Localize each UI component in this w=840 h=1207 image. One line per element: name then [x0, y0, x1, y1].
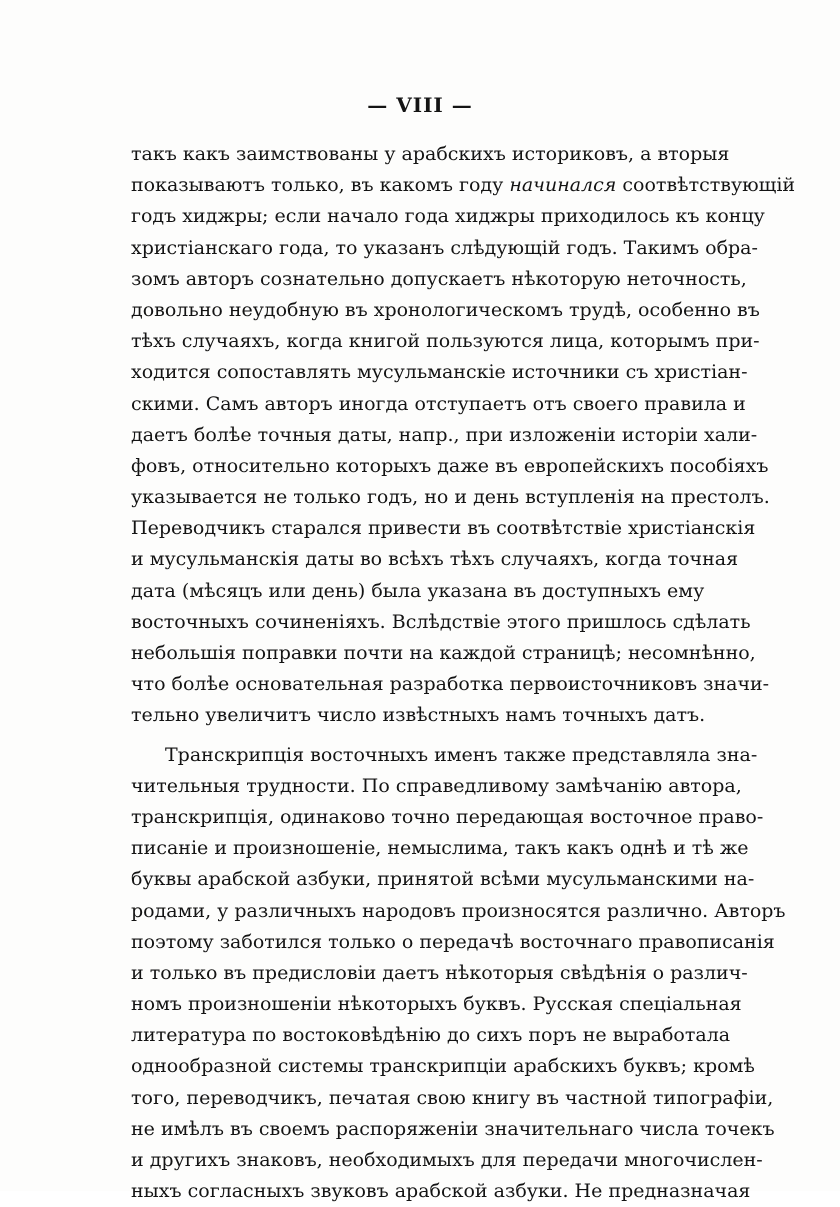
text-line: транскрипція, одинаково точно передающая восточное право- — [131, 805, 764, 828]
text-line: тельно увеличитъ число извѣстныхъ намъ точныхъ датъ. — [131, 704, 706, 727]
text-line: годъ хиджры; если начало года хиджры приходилось къ концу — [131, 205, 765, 228]
text-line: христіанскаго года, то указанъ слѣдующій годъ. Такимъ обра- — [131, 236, 758, 259]
text-line: литература по востоковѣдѣнію до сихъ поръ не выработала — [131, 1024, 731, 1047]
text-line: и другихъ знаковъ, необходимыхъ для передачи многочислен- — [131, 1149, 763, 1171]
text-line: довольно неудобную въ хронологическомъ трудѣ, особенно въ — [131, 298, 760, 321]
text-line: восточныхъ сочиненіяхъ. Вслѣдствіе этого пришлось сдѣлать — [131, 610, 751, 633]
text-line: даетъ болѣе точныя даты, напр., при изложеніи исторіи хали- — [131, 423, 758, 446]
body-text — [131, 139, 796, 1207]
text-line: ходится сопоставлять мусульманскіе источники съ христіан- — [131, 361, 748, 384]
text-line: и только въ предисловіи даетъ нѣкоторыя свѣдѣнія о различ- — [131, 961, 748, 984]
text-line: скими. Самъ авторъ иногда отступаетъ отъ своего правила и — [131, 392, 746, 415]
text-line-part: показываютъ только, въ какомъ году — [131, 174, 510, 197]
text-line: буквы арабской азбуки, принятой всѣми мусульманскими на- — [131, 868, 755, 891]
text-line: Переводчикъ старался привести въ соотвѣтствіе христіанскія — [131, 517, 756, 540]
text-line: и мусульманскія даты во всѣхъ тѣхъ случаяхъ, когда точная — [131, 548, 739, 571]
text-line: зомъ авторъ сознательно допускаетъ нѣкоторую неточность, — [131, 267, 747, 290]
text-line: родами, у различныхъ народовъ произносятся различно. Авторъ — [131, 899, 786, 922]
text-line: тѣхъ случаяхъ, когда книгой пользуются лица, которымъ при- — [131, 330, 760, 353]
text-line: поэтому заботился только о передачѣ восточнаго правописанія — [131, 930, 775, 953]
text-line: ныхъ согласныхъ звуковъ арабской азбуки. Не предназначая — [131, 1180, 751, 1203]
emphasized-word: начинался — [509, 174, 617, 197]
page-number: — VIII — — [367, 93, 473, 117]
paragraph-2 — [131, 740, 786, 1207]
text-line: чительныя трудности. По справедливому замѣчанію автора, — [131, 774, 742, 797]
text-line-part: соотвѣтствующій — [616, 174, 796, 197]
text-line — [131, 170, 796, 201]
text-line: того, переводчикъ, печатая свою книгу въ частной типографіи, — [131, 1086, 774, 1109]
text-line: дата (мѣсяцъ или день) была указана въ доступныхъ ему — [131, 579, 705, 602]
text-line: такъ какъ заимствованы у арабскихъ историковъ, а вторыя — [131, 143, 730, 165]
text-line: указывается не только годъ, но и день вступленія на престолъ. — [131, 486, 770, 509]
text-line: небольшія поправки почти на каждой страницѣ; несомнѣнно, — [131, 642, 756, 664]
text-line: фовъ, относительно которыхъ даже въ европейскихъ пособіяхъ — [131, 454, 769, 477]
paragraph-1 — [131, 139, 796, 732]
text-line: однообразной системы транскрипціи арабскихъ буквъ; кромѣ — [131, 1055, 755, 1078]
text-line: Транскрипція восточныхъ именъ также представляла зна- — [165, 743, 758, 766]
text-line: что болѣе основательная разработка первоисточниковъ значи- — [131, 673, 770, 696]
paragraph-gap — [131, 732, 684, 740]
text-line: писаніе и произношеніе, немыслима, такъ какъ однѣ и тѣ же — [131, 837, 749, 860]
text-line: номъ произношеніи нѣкоторыхъ буквъ. Русская спеціальная — [131, 993, 742, 1016]
text-line: не имѣлъ въ своемъ распоряженіи значительнаго числа точекъ — [131, 1117, 775, 1140]
